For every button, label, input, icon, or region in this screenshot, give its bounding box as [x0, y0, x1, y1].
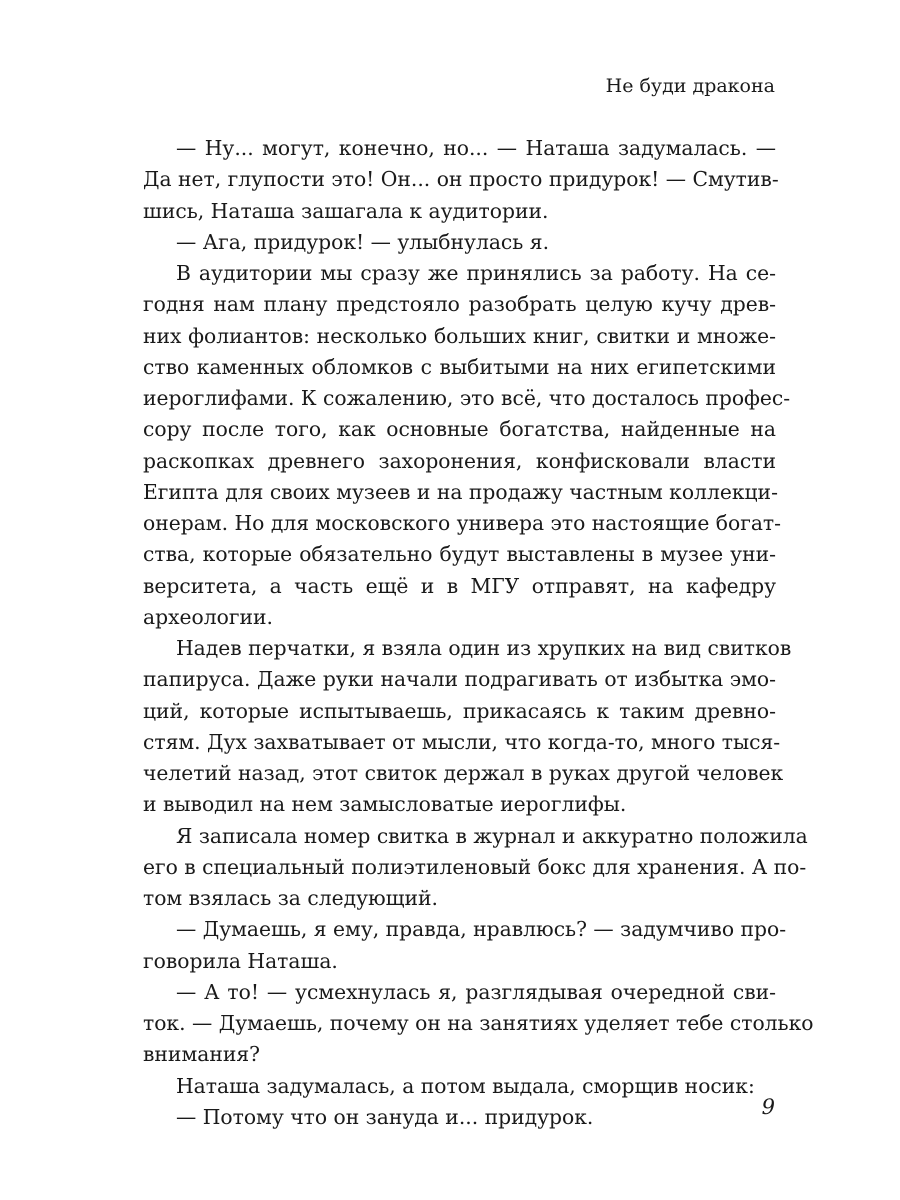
text-line: шись, Наташа зашагала к аудитории.	[143, 198, 549, 223]
text-line: внимания?	[143, 1042, 261, 1067]
text-line: стям. Дух захватывает от мысли, что когда-то, много тыся-	[143, 729, 781, 754]
text-line: онерам. Но для московского универа это настоящие богат-	[143, 511, 781, 535]
text-line: верситета, а часть ещё и в МГУ отправят, на кафедру	[143, 573, 776, 598]
text-line: — А то! — усмехнулась я, разглядывая очередной сви-	[176, 979, 776, 1004]
text-line: том взялась за следующий.	[143, 886, 439, 910]
text-line: В аудитории мы сразу же принялись за работу. На се-	[176, 261, 776, 285]
text-line: — Ага, придурок! — улыбнулась я.	[176, 229, 550, 254]
text-line: и выводил на нем замысловатые иероглифы.	[143, 792, 627, 817]
text-line: Я записала номер свитка в журнал и аккуратно положила	[176, 823, 808, 848]
text-line: — Ну... могут, конечно, но... — Наташа задумалась. —	[176, 136, 776, 160]
body-text	[143, 133, 814, 1133]
text-line: ство каменных обломков с выбитыми на них египетскими	[143, 354, 776, 379]
text-line: иероглифами. К сожалению, это всё, что досталось профес-	[143, 386, 791, 410]
text-line: папируса. Даже руки начали подрагивать от избытка эмо-	[143, 667, 776, 692]
text-line: Да нет, глупости это! Он... он просто придурок! — Смутив-	[143, 167, 779, 192]
text-line: челетий назад, этот свиток держал в руках другой человек	[143, 761, 784, 785]
text-line: годня нам плану предстояло разобрать целую кучу древ-	[143, 292, 776, 317]
running-header-title: Не буди дракона	[605, 75, 775, 97]
text-line: говорила Наташа.	[143, 948, 338, 973]
text-line: сору после того, как основные богатства, найденные на	[143, 417, 776, 442]
text-line: Надев перчатки, я взяла один из хрупких на вид свитков	[176, 636, 792, 660]
text-line: Наташа задумалась, а потом выдала, сморщив носик:	[176, 1073, 755, 1098]
text-line: ства, которые обязательно будут выставлены в музее уни-	[143, 542, 776, 567]
text-line: ций, которые испытываешь, прикасаясь к таким древно-	[143, 698, 776, 723]
text-line: его в специальный полиэтиленовый бокс для хранения. А по-	[143, 854, 807, 879]
text-line: — Думаешь, я ему, правда, нравлюсь? — задумчиво про-	[176, 917, 787, 942]
text-line: ток. — Думаешь, почему он на занятиях уделяет тебе столько	[143, 1011, 814, 1035]
text-line: них фолиантов: несколько больших книг, свитки и множе-	[143, 323, 776, 348]
text-line: археологии.	[143, 604, 273, 629]
page-number: 9	[761, 1095, 775, 1119]
text-line: — Потому что он зануда и... придурок.	[176, 1104, 594, 1129]
text-line: раскопках древнего захоронения, конфисковали власти	[143, 448, 776, 473]
text-line: Египта для своих музеев и на продажу частным коллекци-	[143, 479, 778, 504]
